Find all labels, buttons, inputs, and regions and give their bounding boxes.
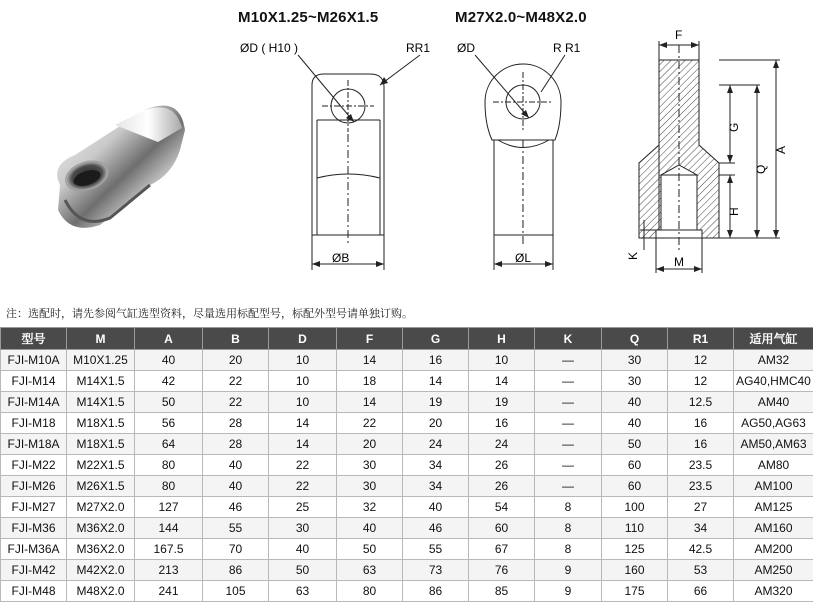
large-range-caption: M27X2.0~M48X2.0 [455, 9, 587, 26]
table-cell: — [535, 455, 602, 476]
table-cell: 23.5 [668, 455, 734, 476]
table-cell: 12 [668, 350, 734, 371]
label-g: G [727, 122, 741, 132]
table-cell: M36X2.0 [67, 518, 135, 539]
label-k: K [626, 251, 640, 260]
table-cell: 30 [337, 476, 403, 497]
table-cell: 32 [337, 497, 403, 518]
table-cell: 23.5 [668, 476, 734, 497]
table-cell: 19 [403, 392, 469, 413]
table-cell: 25 [269, 497, 337, 518]
table-cell: 50 [602, 434, 668, 455]
table-cell: 144 [135, 518, 203, 539]
column-header: A [135, 328, 203, 350]
table-cell: — [535, 476, 602, 497]
table-cell: 175 [602, 581, 668, 602]
label-r-r1: R R1 [553, 41, 581, 55]
table-header-row [1, 328, 813, 350]
table-cell: 40 [602, 413, 668, 434]
drawing-section-view [600, 25, 805, 280]
table-cell: 20 [337, 434, 403, 455]
table-row [1, 455, 813, 476]
label-h: H [727, 207, 741, 216]
table-cell: 34 [403, 476, 469, 497]
table-cell: M26X1.5 [67, 476, 135, 497]
table-cell: 14 [469, 371, 535, 392]
table-cell: 16 [469, 413, 535, 434]
table-body [1, 350, 813, 602]
table-cell: 8 [535, 539, 602, 560]
table-cell: 19 [469, 392, 535, 413]
column-header: Q [602, 328, 668, 350]
table-cell: 10 [269, 350, 337, 371]
table-cell: 50 [337, 539, 403, 560]
label-rr1: RR1 [406, 41, 431, 55]
table-cell: FJI-M18A [1, 434, 67, 455]
table-cell: M10X1.25 [67, 350, 135, 371]
table-cell: FJI-M48 [1, 581, 67, 602]
table-row [1, 518, 813, 539]
table-cell: 60 [602, 476, 668, 497]
product-photo [40, 90, 190, 240]
table-cell: 50 [269, 560, 337, 581]
table-cell: 85 [469, 581, 535, 602]
table-cell: 14 [337, 392, 403, 413]
table-cell: M27X2.0 [67, 497, 135, 518]
table-cell: 50 [135, 392, 203, 413]
table-cell: AM50,AM63 [734, 434, 813, 455]
table-cell: 127 [135, 497, 203, 518]
small-range-caption: M10X1.25~M26X1.5 [238, 9, 379, 26]
table-cell: — [535, 413, 602, 434]
table-cell: M14X1.5 [67, 371, 135, 392]
table-cell: 22 [203, 392, 269, 413]
table-cell: 28 [203, 434, 269, 455]
table-cell: 76 [469, 560, 535, 581]
label-a: A [774, 145, 788, 154]
table-row [1, 581, 813, 602]
table-row [1, 392, 813, 413]
column-header: K [535, 328, 602, 350]
table-cell: 22 [203, 371, 269, 392]
column-header: H [469, 328, 535, 350]
table-cell: 40 [203, 476, 269, 497]
table-cell: 34 [668, 518, 734, 539]
table-cell: 14 [403, 371, 469, 392]
table-cell: 14 [269, 434, 337, 455]
table-cell: 20 [403, 413, 469, 434]
table-cell: 42 [135, 371, 203, 392]
spec-table [0, 327, 813, 602]
table-cell: 24 [469, 434, 535, 455]
table-row [1, 434, 813, 455]
table-cell: 73 [403, 560, 469, 581]
table-cell: AG40,HMC40 [734, 371, 813, 392]
column-header: 适用气缸 [734, 328, 813, 350]
table-cell: 46 [203, 497, 269, 518]
table-cell: 16 [403, 350, 469, 371]
table-cell: 10 [269, 392, 337, 413]
table-cell: 40 [203, 455, 269, 476]
table-cell: 18 [337, 371, 403, 392]
label-m: M [674, 255, 684, 269]
table-cell: 30 [602, 371, 668, 392]
table-row [1, 497, 813, 518]
table-cell: 80 [135, 455, 203, 476]
table-cell: 63 [337, 560, 403, 581]
table-cell: 12.5 [668, 392, 734, 413]
label-q: Q [754, 164, 768, 174]
label-f: F [675, 28, 683, 42]
table-cell: AM320 [734, 581, 813, 602]
label-d-h10: ØD ( H10 ) [240, 41, 299, 55]
label-b: ØB [332, 251, 350, 265]
table-cell: 26 [469, 455, 535, 476]
table-cell: 24 [403, 434, 469, 455]
table-cell: 8 [535, 518, 602, 539]
table-cell: — [535, 350, 602, 371]
column-header: B [203, 328, 269, 350]
table-cell: 105 [203, 581, 269, 602]
table-cell: 9 [535, 560, 602, 581]
table-cell: 30 [602, 350, 668, 371]
table-cell: — [535, 434, 602, 455]
table-cell: 80 [135, 476, 203, 497]
table-cell: 55 [403, 539, 469, 560]
table-cell: M18X1.5 [67, 413, 135, 434]
table-cell: 40 [337, 518, 403, 539]
table-cell: 9 [535, 581, 602, 602]
table-cell: 53 [668, 560, 734, 581]
table-cell: M14X1.5 [67, 392, 135, 413]
table-cell: FJI-M22 [1, 455, 67, 476]
table-cell: 54 [469, 497, 535, 518]
table-cell: 14 [269, 413, 337, 434]
table-cell: 40 [403, 497, 469, 518]
table-cell: AM100 [734, 476, 813, 497]
table-cell: AM40 [734, 392, 813, 413]
table-cell: 27 [668, 497, 734, 518]
table-row [1, 560, 813, 581]
table-cell: FJI-M14 [1, 371, 67, 392]
table-cell: M22X1.5 [67, 455, 135, 476]
table-cell: 80 [337, 581, 403, 602]
table-cell: 22 [269, 455, 337, 476]
table-cell: AM160 [734, 518, 813, 539]
label-l: ØL [515, 251, 532, 265]
selection-note: 注：选配时，请先参阅气缸选型资料，尽量选用标配型号，标配外型号请单独订购。 [6, 307, 413, 320]
table-cell: 70 [203, 539, 269, 560]
table-cell: 55 [203, 518, 269, 539]
table-cell: 86 [403, 581, 469, 602]
table-cell: 42.5 [668, 539, 734, 560]
table-cell: 63 [269, 581, 337, 602]
table-cell: 10 [269, 371, 337, 392]
table-cell: 160 [602, 560, 668, 581]
table-cell: 22 [269, 476, 337, 497]
drawing-small-range [220, 30, 450, 280]
column-header: R1 [668, 328, 734, 350]
product-illustration-area [0, 0, 813, 290]
table-cell: FJI-M14A [1, 392, 67, 413]
table-row [1, 413, 813, 434]
column-header: G [403, 328, 469, 350]
table-cell: 213 [135, 560, 203, 581]
table-cell: 125 [602, 539, 668, 560]
table-cell: 14 [337, 350, 403, 371]
table-row [1, 371, 813, 392]
table-cell: 16 [668, 413, 734, 434]
table-row [1, 476, 813, 497]
table-cell: 40 [135, 350, 203, 371]
table-cell: FJI-M36 [1, 518, 67, 539]
table-cell: 10 [469, 350, 535, 371]
table-cell: 30 [269, 518, 337, 539]
table-cell: — [535, 371, 602, 392]
table-cell: 8 [535, 497, 602, 518]
table-cell: 30 [337, 455, 403, 476]
table-cell: AM125 [734, 497, 813, 518]
table-cell: FJI-M26 [1, 476, 67, 497]
table-cell: — [535, 392, 602, 413]
table-cell: 60 [602, 455, 668, 476]
table-cell: M36X2.0 [67, 539, 135, 560]
table-cell: AM250 [734, 560, 813, 581]
column-header: M [67, 328, 135, 350]
table-cell: M48X2.0 [67, 581, 135, 602]
table-cell: 110 [602, 518, 668, 539]
table-cell: FJI-M10A [1, 350, 67, 371]
table-cell: M18X1.5 [67, 434, 135, 455]
table-cell: FJI-M18 [1, 413, 67, 434]
table-cell: 16 [668, 434, 734, 455]
table-cell: 20 [203, 350, 269, 371]
table-row [1, 539, 813, 560]
table-cell: 66 [668, 581, 734, 602]
table-cell: 40 [602, 392, 668, 413]
table-cell: 64 [135, 434, 203, 455]
table-cell: 26 [469, 476, 535, 497]
column-header: 型号 [1, 328, 67, 350]
table-cell: 100 [602, 497, 668, 518]
table-cell: FJI-M36A [1, 539, 67, 560]
table-cell: 28 [203, 413, 269, 434]
column-header: F [337, 328, 403, 350]
drawing-large-range [445, 30, 595, 280]
table-cell: 40 [269, 539, 337, 560]
table-cell: 34 [403, 455, 469, 476]
table-cell: M42X2.0 [67, 560, 135, 581]
table-cell: AM32 [734, 350, 813, 371]
table-cell: 56 [135, 413, 203, 434]
table-cell: 22 [337, 413, 403, 434]
table-cell: 60 [469, 518, 535, 539]
table-cell: AM200 [734, 539, 813, 560]
table-cell: AM80 [734, 455, 813, 476]
table-cell: FJI-M27 [1, 497, 67, 518]
table-cell: 241 [135, 581, 203, 602]
table-cell: FJI-M42 [1, 560, 67, 581]
table-cell: 67 [469, 539, 535, 560]
column-header: D [269, 328, 337, 350]
table-cell: 46 [403, 518, 469, 539]
label-d: ØD [457, 41, 475, 55]
table-cell: 167.5 [135, 539, 203, 560]
table-cell: AG50,AG63 [734, 413, 813, 434]
table-cell: 86 [203, 560, 269, 581]
table-row [1, 350, 813, 371]
table-cell: 12 [668, 371, 734, 392]
